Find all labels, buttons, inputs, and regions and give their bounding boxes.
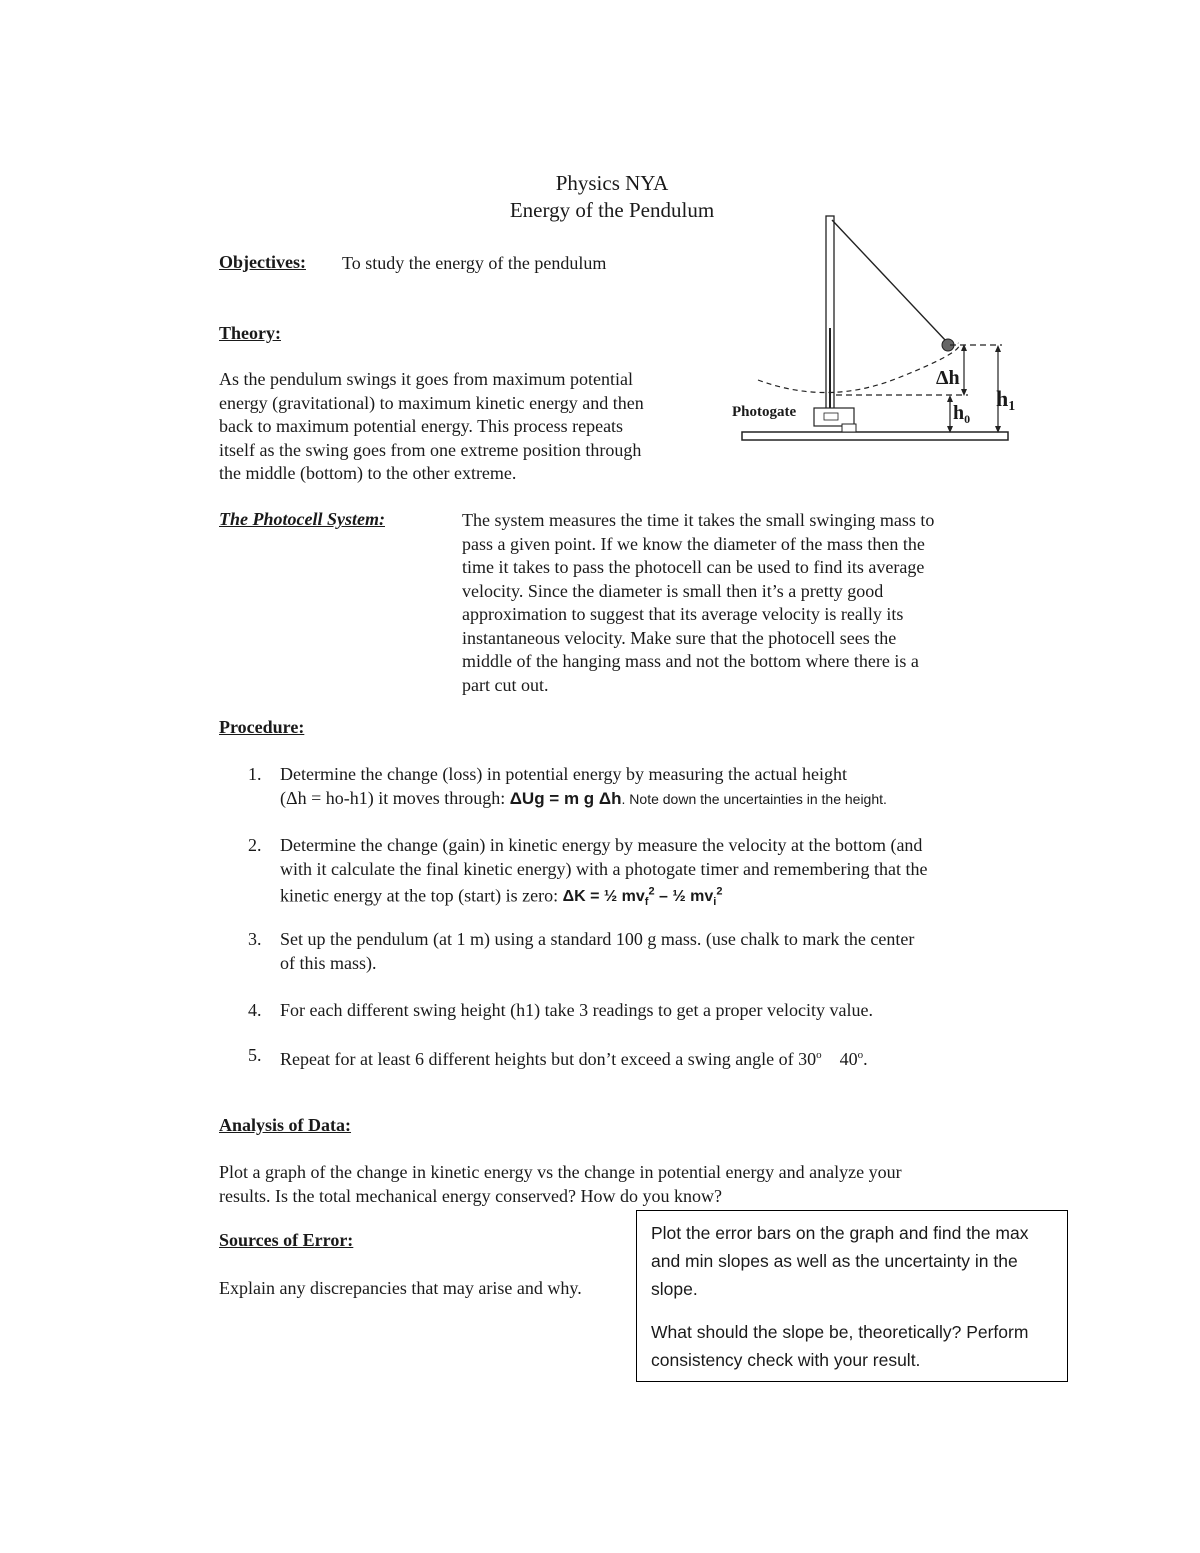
kinetic-energy-formula: ΔK = ½ $mv_f^2$ – ½ $mv_i^2$ <box>562 886 723 909</box>
procedure-text: 40 <box>821 1049 858 1069</box>
analysis-heading: Analysis of Data: <box>219 1115 352 1135</box>
photocell-heading: The Photocell System: <box>219 509 385 529</box>
potential-energy-formula: ΔUg = m g Δh <box>509 788 622 808</box>
arrowhead <box>947 395 953 402</box>
procedure-number: 1. <box>248 764 262 784</box>
photocell-line: approximation to suggest that its average velocity is really its <box>462 604 904 624</box>
analysis-line: Plot a graph of the change in kinetic energy vs the change in potential energy and analyze your <box>219 1162 902 1182</box>
note-paragraph: What should the slope be, theoretically? Perform consistency check with your result. <box>651 1322 1029 1370</box>
procedure-number: 5. <box>248 1045 262 1065</box>
theory-line: As the pendulum swings it goes from maximum potential <box>219 369 633 389</box>
procedure-text: (Δh = ho-h1) it moves through: <box>280 787 510 808</box>
pendulum-string <box>832 220 946 341</box>
procedure-line: of this mass). <box>280 952 377 973</box>
sources-of-error-text: Explain any discrepancies that may arise and why. <box>219 1278 582 1298</box>
uncertainty-note: . Note down the uncertainties in the height. <box>621 790 887 807</box>
page-title: Energy of the Pendulum <box>509 198 715 222</box>
procedure-line: Determine the change (loss) in potential energy by measuring the actual height <box>280 764 847 784</box>
photocell-line: time it takes to pass the photocell can be used to find its average <box>462 557 925 577</box>
course-title: Physics NYA <box>555 171 669 195</box>
objectives-text: To study the energy of the pendulum <box>342 253 607 273</box>
procedure-number: 2. <box>248 835 262 855</box>
photocell-line: middle of the hanging mass and not the bottom where there is a <box>462 651 919 671</box>
delta-h-label: Δh <box>936 367 960 389</box>
procedure-item-5 <box>248 1044 1018 1068</box>
procedure-line: Determine the change (gain) in kinetic energy by measure the velocity at the bottom (and <box>280 835 923 855</box>
procedure-line: For each different swing height (h1) take 3 readings to get a proper velocity value. <box>280 1000 873 1020</box>
degree-sign: o <box>816 1049 822 1061</box>
swing-arc <box>758 343 959 393</box>
theory-paragraph <box>219 368 719 486</box>
objectives-heading: Objectives: <box>219 252 306 272</box>
photogate-label: Photogate <box>732 404 797 420</box>
procedure-item-1 <box>248 763 1018 813</box>
analysis-paragraph <box>219 1161 1019 1208</box>
note-paragraph: Plot the error bars on the graph and find the max and min slopes as well as the uncertainty in the slope. <box>651 1223 1029 1299</box>
degree-sign: o <box>857 1049 864 1061</box>
procedure-item-2 <box>248 834 1018 909</box>
procedure-text: kinetic energy at the top (start) is zero: <box>280 885 563 906</box>
procedure-text: Repeat for at least 6 different heights but don’t exceed a swing angle of 30 <box>280 1049 817 1069</box>
procedure-item-3 <box>248 928 1018 976</box>
procedure-number: 4. <box>248 1000 262 1020</box>
h1-label: h1 <box>996 386 1016 414</box>
theory-line: the middle (bottom) to the other extreme. <box>219 463 517 483</box>
procedure-number: 3. <box>248 929 262 949</box>
photocell-line: pass a given point. If we know the diameter of the mass then the <box>462 533 925 554</box>
photocell-line: instantaneous velocity. Make sure that the photocell sees the <box>462 627 897 648</box>
pendulum-diagram <box>728 208 1028 448</box>
photocell-paragraph <box>462 509 1022 697</box>
theory-line: back to maximum potential energy. This process repeats <box>219 416 624 436</box>
photogate-window <box>824 413 838 420</box>
instruction-note-box <box>636 1210 1068 1382</box>
procedure-item-4 <box>248 999 1018 1023</box>
procedure-line <box>280 881 1020 915</box>
procedure-line <box>280 1044 1020 1072</box>
h0-label: $h_0$ <box>953 402 971 426</box>
arrowhead <box>995 345 1001 352</box>
theory-heading: Theory: <box>219 323 281 343</box>
analysis-line: results. Is the total mechanical energy conserved? How do you know? <box>219 1185 723 1206</box>
photogate-foot <box>842 424 856 432</box>
procedure-line <box>280 787 1020 812</box>
photocell-line: velocity. Since the diameter is small then it’s a pretty good <box>462 580 884 601</box>
procedure-heading: Procedure: <box>219 717 305 737</box>
photocell-line: The system measures the time it takes the small swinging mass to <box>462 510 935 530</box>
procedure-line: Set up the pendulum (at 1 m) using a standard 100 g mass. (use chalk to mark the center <box>280 929 915 949</box>
theory-line: itself as the swing goes from one extreme position through <box>219 439 642 460</box>
procedure-line: with it calculate the final kinetic energy) with a photogate timer and remembering that the <box>280 858 928 879</box>
photocell-line: part cut out. <box>462 674 549 695</box>
sources-of-error-heading: Sources of Error: <box>219 1230 354 1250</box>
diagram-base <box>742 432 1008 440</box>
theory-line: energy (gravitational) to maximum kinetic energy and then <box>219 392 644 413</box>
procedure-text: . <box>863 1049 868 1069</box>
